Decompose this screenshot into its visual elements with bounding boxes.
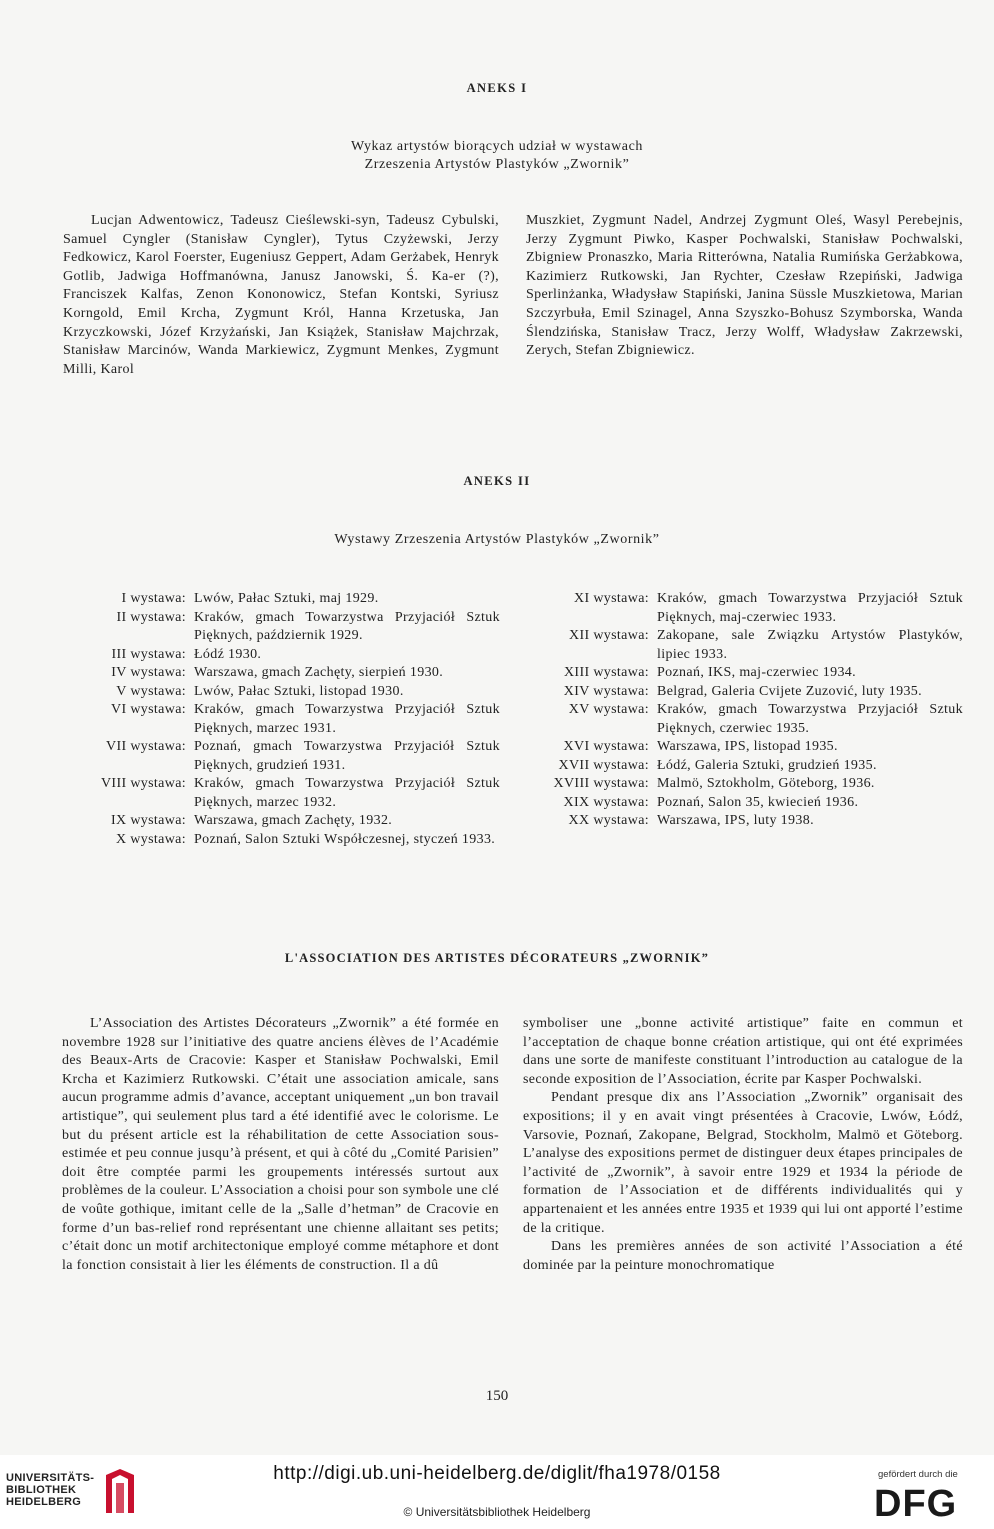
exhibition-label: XI wystawa:	[574, 591, 649, 606]
exhibition-entry	[60, 609, 500, 646]
exhibition-entry	[510, 683, 963, 702]
dfg-logo-text: DFG	[874, 1483, 958, 1522]
aneks1-artists-right	[526, 212, 963, 361]
exhibition-text: Łódź, Galeria Sztuki, grudzień 1935.	[657, 757, 877, 773]
exhibition-label: II wystawa:	[116, 609, 186, 625]
exhibition-label: IV wystawa:	[111, 665, 186, 680]
french-left-column	[62, 1015, 499, 1275]
exhibition-entry	[60, 590, 500, 609]
exhibitions-right-column	[510, 590, 963, 831]
aneks1-subtitle-line2: Zrzeszenia Artystów Plastyków „Zwornik”	[364, 157, 630, 172]
aneks1-subtitle	[0, 138, 994, 174]
aneks2-subtitle: Wystawy Zrzeszenia Artystów Plastyków „Zwornik”	[334, 532, 660, 547]
artists-list-left: Lucjan Adwentowicz, Tadeusz Cieślewski-syn, Tadeusz Cybulski, Samuel Cyngler (Stanisław Cyngler), Tytus Czyżewski, Jerzy Fedkowicz, Karol Foerster, Eugeniusz Geppert, Adam Gerżabek, Henryk Gotlib, Jadwiga Hoffmanówna, Janusz Janowski, Ś. Ka-er (?), Franciszek Kalfas, Zenon Kononowicz, Stefan Kontski, Syriusz Korngold, Emil Krcha, Zygmunt Król, Hanna Krzetuska, Jan Krzyczkowski, Józef Krzyżański, Jan Książek, Stanisław Majchrzak, Stanisław Marcinów, Wanda Markiewicz, Zygmunt Menkes, Zygmunt Milli, Karol	[63, 213, 499, 377]
exhibition-text: Poznań, gmach Towarzystwa Przyjaciół Sztuk Pięknych, grudzień 1931.	[194, 739, 500, 773]
exhibition-label: XIII wystawa:	[563, 665, 649, 680]
exhibition-entry	[510, 664, 963, 683]
exhibition-entry	[60, 831, 500, 850]
exhibition-text: Kraków, gmach Towarzystwa Przyjaciół Sztuk Pięknych, marzec 1931.	[194, 702, 500, 736]
aneks1-heading: ANEKS I	[466, 81, 528, 95]
french-paragraph: Pendant presque dix ans l’Association „Zwornik” organisait des expositions; il y en avait vingt présentées à Cracovie, Lwów, Łódź, Varsovie, Poznań, Zakopane, Belgrad, Stockholm, Malmö et Göteborg. L’analyse des expositions permet de distinguer deux étapes principales de l’activité de „Zwornik”, à savoir entre 1929 et 1934 la période de formation de l’Association et de différents individualités qui y appartenaient et les années entre 1935 et 1939 qui lui ont apporté l’estime de la critique.	[523, 1090, 963, 1236]
exhibition-text: Poznań, IKS, maj-czerwiec 1934.	[657, 665, 857, 680]
exhibition-text: Belgrad, Galeria Cvijete Zuzović, luty 1935.	[657, 683, 922, 699]
exhibition-label: III wystawa:	[111, 646, 186, 662]
exhibition-text: Łódź 1930.	[194, 646, 262, 662]
exhibition-text: Kraków, gmach Towarzystwa Przyjaciół Sztuk Pięknych, maj-czerwiec 1933.	[657, 591, 963, 625]
dfg-logo-icon[interactable]	[874, 1482, 984, 1527]
exhibition-entry	[510, 775, 963, 794]
viewer-footer	[0, 1455, 994, 1529]
exhibition-entry	[60, 646, 500, 665]
exhibition-text: Poznań, Salon Sztuki Współczesnej, styczeń 1933.	[194, 831, 496, 847]
french-paragraph: Dans les premières années de son activité l’Association a été dominée par la peinture monochromatique	[523, 1239, 963, 1273]
artists-list-right: Muszkiet, Zygmunt Nadel, Andrzej Zygmunt Oleś, Wasyl Perebejnis, Jerzy Zygmunt Piwko, Kasper Pochwalski, Stanisław Pochwalski, Zbigniew Pronaszko, Maria Ritterówna, Natalia Rumińska Gerżabkowa, Kazimierz Rutkowski, Jan Rychter, Czesław Rzepiński, Jadwiga Sperlinżanka, Władysław Stapiński, Janina Süssle Muszkietowa, Marian Szczyrbuła, Emil Szinagel, Anna Szyszko-Bohusz Szymborska, Wanda Ślendzińska, Stanisław Tracz, Jerzy Wolff, Władysław Zakrzewski, Zerych, Stefan Zbigniewicz.	[526, 213, 963, 359]
exhibition-entry	[510, 738, 963, 757]
exhibition-label: IX wystawa:	[111, 813, 186, 828]
exhibition-label: I wystawa:	[121, 591, 186, 606]
exhibitions-left-column	[60, 590, 500, 849]
exhibition-entry	[510, 627, 963, 664]
exhibition-label: XII wystawa:	[568, 628, 649, 643]
exhibition-entry	[60, 775, 500, 812]
exhibition-text: Lwów, Pałac Sztuki, listopad 1930.	[194, 683, 404, 699]
french-right-column	[523, 1015, 963, 1275]
exhibition-entry	[510, 757, 963, 776]
exhibition-text: Kraków, gmach Towarzystwa Przyjaciół Sztuk Pięknych, marzec 1932.	[194, 776, 500, 810]
exhibition-text: Warszawa, gmach Zachęty, 1932.	[194, 813, 393, 828]
permalink-url[interactable]: http://digi.ub.uni-heidelberg.de/diglit/fha1978/0158	[273, 1463, 721, 1484]
exhibition-text: Warszawa, IPS, luty 1938.	[657, 813, 814, 828]
aneks1-artists-left	[63, 212, 499, 379]
exhibition-label: XVIII wystawa:	[553, 776, 649, 791]
exhibition-entry	[60, 664, 500, 683]
exhibition-text: Warszawa, gmach Zachęty, sierpień 1930.	[194, 665, 444, 680]
exhibition-label: XX wystawa:	[568, 813, 649, 828]
exhibition-entry	[60, 812, 500, 831]
exhibition-label: VIII wystawa:	[100, 776, 186, 791]
library-name-line2: BIBLIOTHEK	[6, 1484, 77, 1496]
exhibition-label: XVII wystawa:	[558, 757, 649, 773]
exhibition-label: XIV wystawa:	[563, 683, 649, 699]
library-name-line3: HEIDELBERG	[6, 1496, 82, 1508]
french-paragraph: L’Association des Artistes Décorateurs „Zwornik” a été formée en novembre 1928 sur l’initiative des quatre anciens élèves de l’Académie des Beaux-Arts de Cracovie: Kasper et Stanisław Pochwalski, Emil Krcha et Kazimierz Rutkowski. C’était une association amicale, sans aucun programme admis d’avance, acceptant uniquement „un bon travail artistique”, qui seulement plus tard a été identifié avec le colorisme. Le but du présent article est la réhabilitation de cette Association sous-estimée et peu connue jusqu’à présent, et qui à côté du „Comité Parisien” doit être comptée parmi les groupements intéressés surtout aux problèmes de la couleur. L’Association a choisi pour son symbole une clé de voûte gothique, imitant celle de la „Salle d’hetman” de Cracovie en forme d’un bas-relief rond représentant une chienne allaitant ses petits; c’était donc un motif architectonique employé comme métaphore et dont la fonction consistait à lier les éléments de construction. Il a dû	[62, 1016, 499, 1273]
exhibition-entry	[60, 738, 500, 775]
exhibition-label: X wystawa:	[116, 831, 186, 847]
page-number: 150	[485, 1388, 509, 1404]
exhibition-label: VII wystawa:	[105, 739, 186, 754]
exhibition-text: Kraków, gmach Towarzystwa Przyjaciół Sztuk Pięknych, październik 1929.	[194, 609, 500, 643]
library-name-line1: UNIVERSITÄTS-	[6, 1472, 95, 1484]
copyright-notice: © Universitätsbibliothek Heidelberg	[403, 1505, 591, 1519]
exhibition-text: Lwów, Pałac Sztuki, maj 1929.	[194, 591, 379, 606]
exhibition-entry	[510, 590, 963, 627]
exhibition-label: V wystawa:	[116, 683, 186, 699]
exhibition-label: XVI wystawa:	[563, 739, 649, 754]
exhibition-text: Zakopane, sale Związku Artystów Plastyków, lipiec 1933.	[657, 628, 963, 662]
exhibition-text: Kraków, gmach Towarzystwa Przyjaciół Sztuk Pięknych, czerwiec 1935.	[657, 702, 963, 736]
exhibition-label: XV wystawa:	[568, 702, 649, 717]
exhibition-entry	[510, 701, 963, 738]
dfg-caption: gefördert durch die	[878, 1469, 958, 1480]
exhibition-entry	[510, 794, 963, 813]
exhibition-text: Warszawa, IPS, listopad 1935.	[657, 739, 838, 754]
exhibition-label: XIX wystawa:	[563, 794, 649, 810]
exhibition-text: Poznań, Salon 35, kwiecień 1936.	[657, 794, 859, 810]
exhibition-entry	[60, 683, 500, 702]
french-paragraph: symboliser une „bonne activité artistique” faite en commun et l’acceptation de chaque bonne création artistique, qui ont été exprimées dans une sorte de manifeste constituant l’introduction au catalogue de la seconde exposition de l’Association, écrite par Kasper Pochwalski.	[523, 1016, 963, 1087]
exhibition-entry	[510, 812, 963, 831]
exhibition-label: VI wystawa:	[111, 702, 186, 717]
exhibition-entry	[60, 701, 500, 738]
exhibition-text: Malmö, Sztokholm, Göteborg, 1936.	[657, 776, 875, 791]
french-summary-heading: L'ASSOCIATION DES ARTISTES DÉCORATEURS „ZWORNIK”	[284, 951, 710, 965]
aneks1-subtitle-line1: Wykaz artystów biorących udział w wystawach	[350, 139, 644, 154]
aneks2-heading: ANEKS II	[463, 474, 531, 488]
